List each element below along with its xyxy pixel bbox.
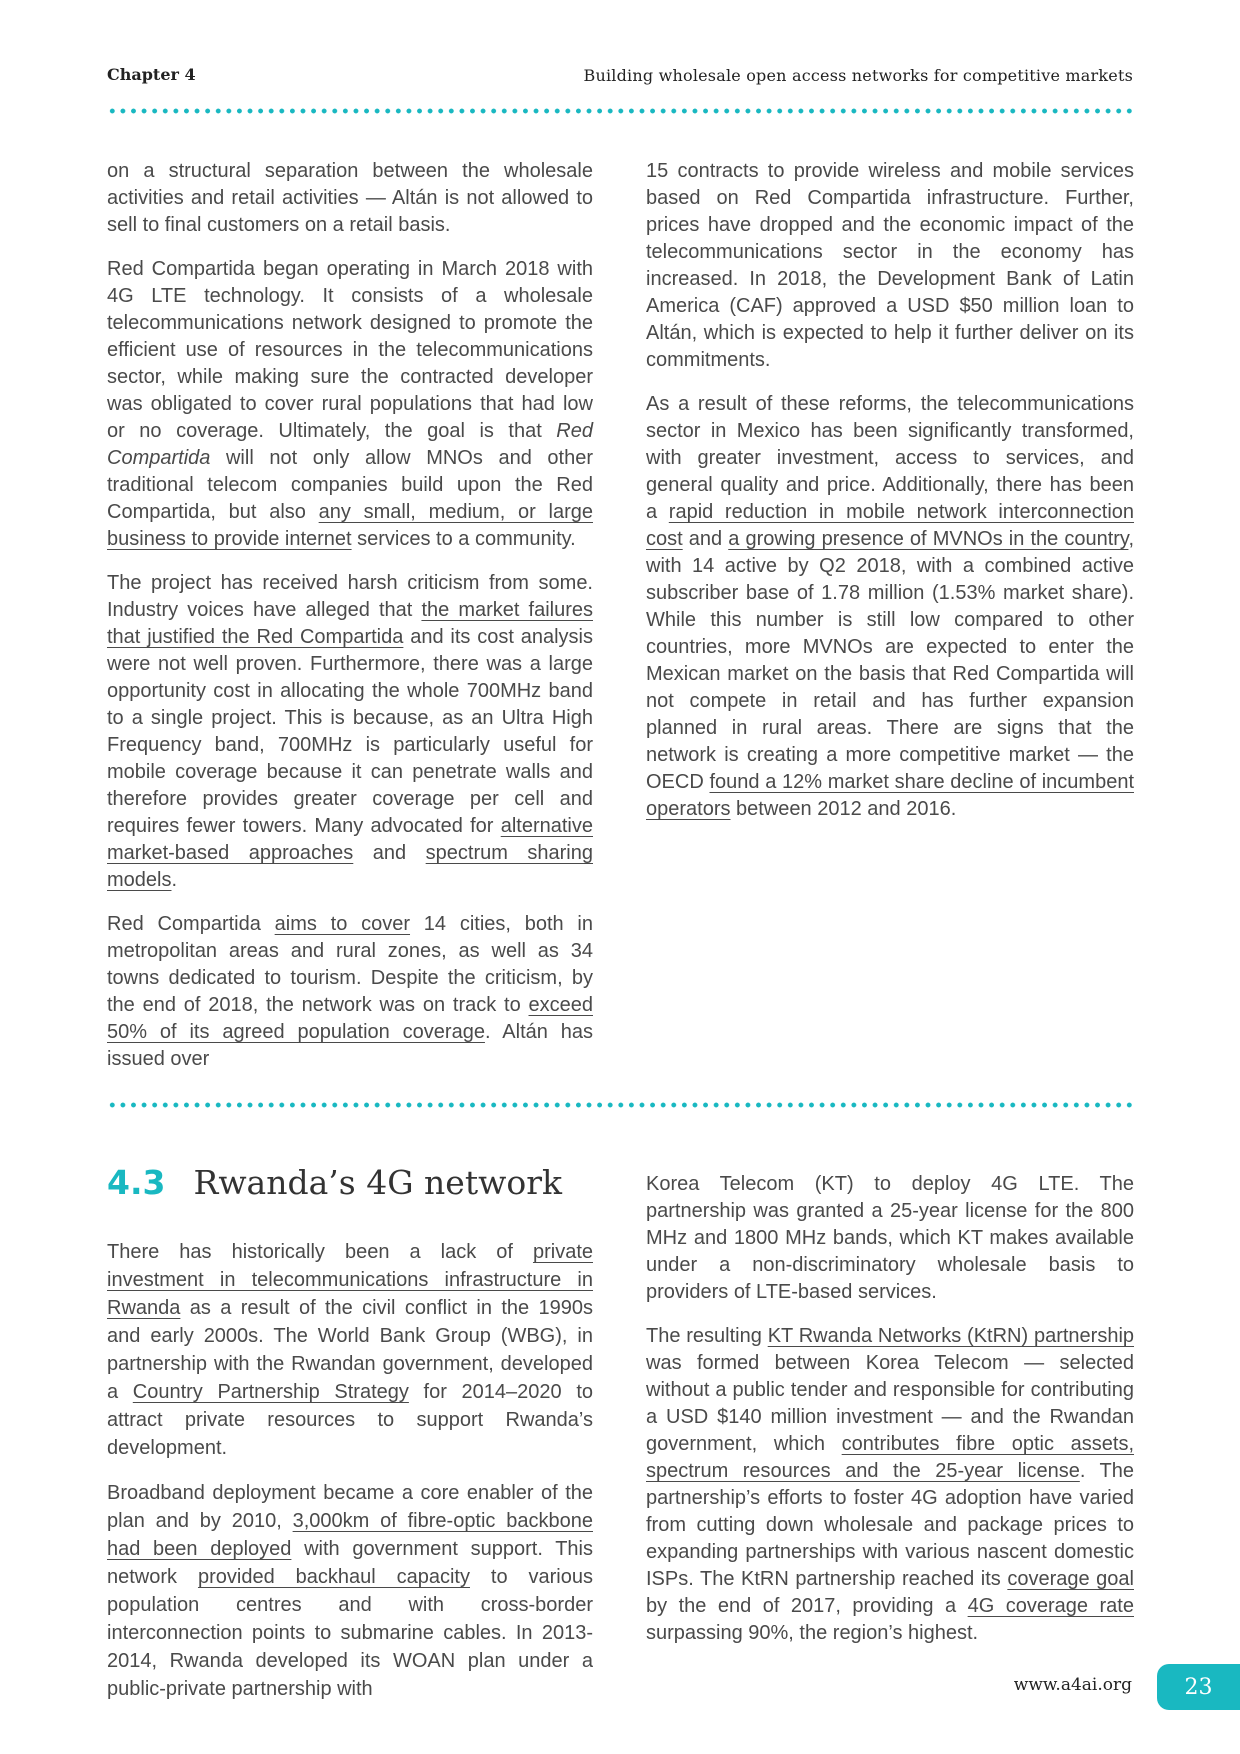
paragraph: Red Compartida began operating in March 2018 with 4G LTE technology. It consists of a wholesale telecommunications network designed to promote the efficient use of resources in the telecommunications sector, while making sure the contracted developer was obligated to cover rural populations that had low or no coverage. Ultimately, the goal is that Red Compartida will not only allow MNOs and other traditional telecom companies build upon the Red Compartida, but also any small, medium, or large business to provide internet services to a community. [107, 258, 593, 550]
inline-link[interactable]: aims to cover [274, 913, 411, 935]
section-dotted-divider [107, 1102, 1137, 1108]
paragraph: on a structural separation between the wholesale activities and retail activities — Altán is not allowed to sell to final customers on a retail basis. [107, 160, 593, 236]
footer-url[interactable]: www.a4ai.org [1013, 1675, 1132, 1695]
top-left-column [107, 158, 593, 1090]
paragraph: Broadband deployment became a core enabler of the plan and by 2010, 3,000km of fibre-optic backbone had been deployed with government support. This network provided backhaul capacity to various population centres and with cross-border interconnection points to submarine cables. In 2013-2014, Rwanda developed its WOAN plan under a public-private partnership with [107, 1482, 593, 1700]
inline-link[interactable]: 3,000km of fibre-optic backbone had been deployed [107, 1510, 593, 1560]
inline-link[interactable]: 4G coverage rate [967, 1595, 1134, 1617]
inline-link[interactable]: private investment in telecommunications infrastructure in Rwanda [107, 1241, 593, 1319]
inline-link[interactable]: any small, medium, or large business to provide internet [107, 501, 593, 550]
inline-link[interactable]: Country Partnership Strategy [132, 1381, 409, 1403]
inline-link[interactable]: alternative market-based approaches [107, 815, 593, 864]
inline-link[interactable]: contributes fibre optic assets, spectrum resources and the 25-year license [646, 1433, 1135, 1482]
inline-link[interactable]: the market failures that justified the Red Compartida [107, 599, 593, 648]
inline-link[interactable]: rapid reduction in mobile network interconnection cost [646, 501, 1135, 550]
page-number: 23 [1184, 1674, 1213, 1700]
section-heading [107, 1163, 562, 1202]
inline-link[interactable]: a growing presence of MVNOs in the country [728, 528, 1129, 550]
bottom-left-column [107, 1238, 593, 1720]
top-dotted-divider [107, 108, 1137, 114]
inline-link[interactable]: exceed 50% of its agreed population coverage [107, 994, 593, 1043]
inline-link[interactable]: provided backhaul capacity [197, 1566, 470, 1588]
paragraph: The resulting KT Rwanda Networks (KtRN) partnership was formed between Korea Telecom — selected without a public tender and responsible for contributing a USD $140 million investment — and the Rwandan government, which contributes fibre optic assets, spectrum resources and the 25-year license. The partnership’s efforts to foster 4G adoption have varied from cutting down wholesale and package prices to expanding partnerships with various nascent domestic ISPs. The KtRN partnership reached its coverage goal by the end of 2017, providing a 4G coverage rate surpassing 90%, the region’s highest. [646, 1325, 1135, 1644]
chapter-label: Chapter 4 [107, 65, 196, 84]
bottom-right-column [646, 1171, 1134, 1664]
inline-link[interactable]: coverage goal [1007, 1568, 1134, 1590]
top-right-column [646, 158, 1134, 840]
inline-link[interactable]: found a 12% market share decline of incumbent operators [646, 771, 1134, 820]
paragraph: Red Compartida aims to cover 14 cities, both in metropolitan areas and rural zones, as well as 34 towns dedicated to tourism. Despite the criticism, by the end of 2018, the network was on track to exceed 50% of its agreed population coverage. Altán has issued over [107, 913, 593, 1070]
paragraph: Korea Telecom (KT) to deploy 4G LTE. The partnership was granted a 25-year license for the 800 MHz and 1800 MHz bands, which KT makes available under a non-discriminatory wholesale basis to providers of LTE-based services. [646, 1173, 1134, 1303]
section-number: 4.3 [107, 1163, 166, 1202]
running-title: Building wholesale open access networks for competitive markets [583, 66, 1133, 85]
paragraph: There has historically been a lack of private investment in telecommunications infrastructure in Rwanda as a result of the civil conflict in the 1990s and early 2000s. The World Bank Group (WBG), in partnership with the Rwandan government, developed a Country Partnership Strategy for 2014–2020 to attract private resources to support Rwanda’s development. [107, 1241, 593, 1459]
inline-link[interactable]: spectrum sharing models [107, 842, 593, 891]
page-number-badge [1157, 1664, 1240, 1710]
paragraph: The project has received harsh criticism from some. Industry voices have alleged that the market failures that justified the Red Compartida and its cost analysis were not well proven. Furthermore, there was a large opportunity cost in allocating the whole 700MHz band to a single project. This is because, as an Ultra High Frequency band, 700MHz is particularly useful for mobile coverage because it can penetrate walls and therefore provides greater coverage per cell and requires fewer towers. Many advocated for alternative market-based approaches and spectrum sharing models. [107, 572, 593, 891]
inline-link[interactable]: KT Rwanda Networks (KtRN) partnership [767, 1325, 1135, 1347]
paragraph: As a result of these reforms, the telecommunications sector in Mexico has been significantly transformed, with greater investment, access to services, and general quality and price. Additionally, there has been a rapid reduction in mobile network interconnection cost and a growing presence of MVNOs in the country, with 14 active by Q2 2018, with a combined active subscriber base of 1.78 million (1.53% market share). While this number is still low compared to other countries, more MVNOs are expected to enter the Mexican market on the basis that Red Compartida will not compete in retail and has further expansion planned in rural areas. There are signs that the network is creating a more competitive market — the OECD found a 12% market share decline of incumbent operators between 2012 and 2016. [646, 393, 1135, 820]
section-title: Rwanda’s 4G network [193, 1163, 562, 1202]
paragraph: 15 contracts to provide wireless and mobile services based on Red Compartida infrastructure. Further, prices have dropped and the economic impact of the telecommunications sector in the economy has increased. In 2018, the Development Bank of Latin America (CAF) approved a USD $50 million loan to Altán, which is expected to help it further deliver on its commitments. [646, 160, 1134, 371]
